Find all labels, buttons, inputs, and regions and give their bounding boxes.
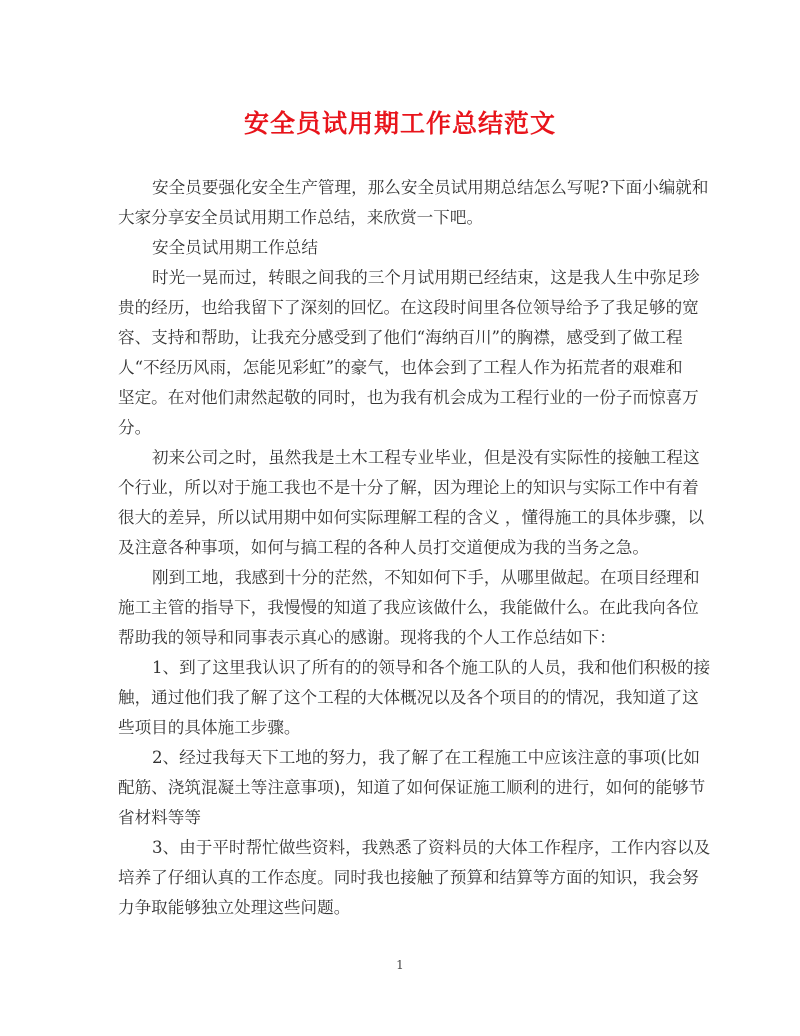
text-line: 容、支持和帮助，让我充分感受到了他们“海纳百川”的胸襟，感受到了做工程 (118, 328, 683, 347)
paragraph (118, 563, 700, 653)
paragraph (118, 233, 680, 263)
text-line: 帮助我的领导和同事表示真心的感谢。现将我的个人工作总结如下： (118, 628, 616, 647)
text-line: 2、经过我每天下工地的努力，我了解了在工程施工中应该注意的事项(比如 (152, 748, 701, 767)
document-body (118, 173, 711, 923)
text-line: 些项目的具体施工步骤。 (118, 718, 301, 737)
text-line: 力争取能够独立处理这些问题。 (118, 898, 351, 917)
text-line: 配筋、浇筑混凝土等注意事项)，知道了如何保证施工顺利的进行，如何的能够节 (118, 778, 706, 797)
page-number: 1 (396, 958, 404, 972)
text-line: 1、到了这里我认识了所有的的领导和各个施工队的人员，我和他们积极的接 (152, 658, 711, 677)
text-line: 触，通过他们我了解了这个工程的大体概况以及各个项目的的情况，我知道了这 (118, 688, 699, 707)
text-line: 3、由于平时帮忙做些资料，我熟悉了资料员的大体工作程序，工作内容以及 (152, 838, 711, 857)
text-line: 刚到工地，我感到十分的茫然，不知如何下手，从哪里做起。在项目经理和 (152, 568, 700, 587)
text-line: 省材料等等 (118, 808, 201, 827)
text-line: 分。 (118, 418, 152, 437)
text-line: 时光一晃而过，转眼之间我的三个月试用期已经结束，这是我人生中弥足珍 (152, 268, 700, 287)
paragraph (118, 173, 709, 233)
text-line: 坚定。在对他们肃然起敬的同时，也为我有机会成为工程行业的一份子而惊喜万 (118, 388, 699, 407)
text-line: 大家分享安全员试用期工作总结，来欣赏一下吧。 (118, 208, 484, 227)
paragraph (118, 653, 711, 743)
text-line: 安全员要强化安全生产管理，那么安全员试用期总结怎么写呢?下面小编就和 (152, 178, 709, 197)
text-line: 及注意各种事项，如何与搞工程的各种人员打交道便成为我的当务之急。 (118, 538, 649, 557)
text-line: 人“不经历风雨，怎能见彩虹”的豪气，也体会到了工程人作为拓荒者的艰难和 (118, 358, 683, 377)
text-line: 施工主管的指导下，我慢慢的知道了我应该做什么，我能做什么。在此我向各位 (118, 598, 699, 617)
document-title: 安全员试用期工作总结范文 (243, 109, 556, 138)
text-line: 个行业，所以对于施工我也不是十分了解，因为理论上的知识与实际工作中有着 (118, 478, 699, 497)
paragraph (118, 443, 705, 563)
paragraph (118, 833, 711, 923)
text-line: 初来公司之时，虽然我是土木工程专业毕业，但是没有实际性的接触工程这 (152, 448, 700, 467)
paragraph (118, 263, 700, 443)
text-line: 安全员试用期工作总结 (152, 238, 318, 257)
text-line: 培养了仔细认真的工作态度。同时我也接触了预算和结算等方面的知识，我会努 (118, 868, 699, 887)
text-line: 贵的经历，也给我留下了深刻的回忆。在这段时间里各位领导给予了我足够的宽 (118, 298, 699, 317)
paragraph (118, 743, 706, 833)
text-line: 很大的差异，所以试用期中如何实际理解工程的含义 ，懂得施工的具体步骤，以 (118, 508, 705, 527)
